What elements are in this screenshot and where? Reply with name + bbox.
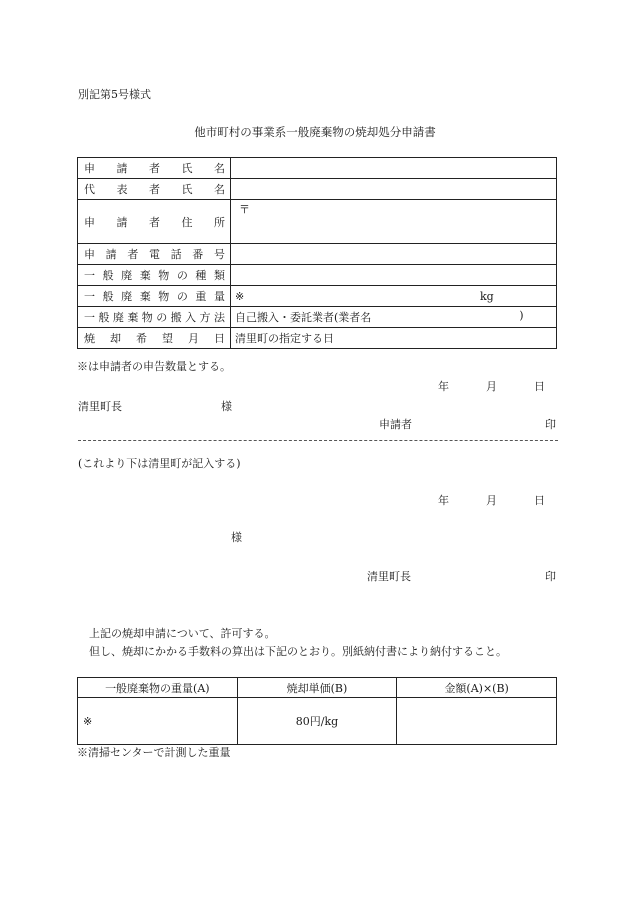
weight-mark: ※	[235, 289, 245, 303]
phone-field[interactable]	[231, 244, 557, 265]
carry-method-close: )	[519, 309, 524, 322]
row-label	[78, 265, 231, 286]
waste-weight-label: 一 般 廃 棄 物 の 重 量	[84, 290, 225, 303]
table-row	[78, 698, 557, 745]
row-label	[78, 307, 231, 328]
table-row	[78, 286, 557, 307]
carry-method-label: 一 般 廃 棄 物 の 搬 入 方 法	[84, 311, 225, 324]
row-label	[78, 328, 231, 349]
row-label	[78, 286, 231, 307]
addressee-line	[78, 398, 232, 414]
fee-table	[77, 677, 557, 745]
table-row	[78, 244, 557, 265]
fee-amount-cell[interactable]	[397, 698, 557, 745]
table-row	[78, 328, 557, 349]
carry-method-text: 自己搬入・委託業者(業者名	[235, 311, 372, 324]
applicant-address-label: 申 請 者 住 所	[84, 215, 225, 229]
fee-header-weight: 一般廃棄物の重量(A)	[78, 678, 238, 698]
carry-method-field[interactable]	[231, 307, 557, 328]
addressee-honorific: 様	[221, 400, 232, 413]
date-month: 月	[486, 494, 497, 507]
declared-quantity-note: ※は申請者の申告数量とする。	[77, 360, 231, 373]
weight-unit: kg	[480, 289, 494, 303]
applicant-address-field[interactable]	[231, 200, 557, 244]
dashed-divider	[78, 440, 558, 441]
permit-date	[438, 492, 545, 508]
town-section-note: (これより下は清里町が記入する)	[78, 457, 241, 470]
fee-header-amount: 金額(A)×(B)	[397, 678, 557, 698]
representative-name-label: 代 表 者 氏 名	[84, 183, 225, 196]
row-label	[78, 179, 231, 200]
date-month: 月	[486, 380, 497, 393]
waste-type-field[interactable]	[231, 265, 557, 286]
table-row	[78, 678, 557, 698]
date-year: 年	[438, 494, 449, 507]
table-row	[78, 265, 557, 286]
permit-statement: 上記の焼却申請について、許可する。	[89, 627, 276, 640]
waste-type-label: 一 般 廃 棄 物 の 種 類	[84, 269, 225, 282]
applicant-name-label: 申 請 者 氏 名	[84, 162, 225, 175]
date-day: 日	[534, 380, 545, 393]
applicant-signature-label: 申請者	[379, 418, 412, 431]
document-title: 他市町村の事業系一般廃棄物の焼却処分申請書	[194, 125, 436, 139]
fee-weight-cell[interactable]: ※	[78, 698, 238, 745]
row-label	[78, 200, 231, 244]
fee-header-unit-price: 焼却単価(B)	[237, 678, 397, 698]
applicant-seal-mark: 印	[545, 418, 556, 431]
table-row	[78, 200, 557, 244]
phone-label: 申 請 者 電 話 番 号	[84, 248, 225, 261]
desired-date-field[interactable]: 清里町の指定する日	[231, 328, 557, 349]
fee-unit-price-cell: 80円/kg	[237, 698, 397, 745]
form-number: 別記第5号様式	[78, 88, 151, 101]
row-label	[78, 158, 231, 179]
waste-weight-field[interactable]	[231, 286, 557, 307]
table-row	[78, 179, 557, 200]
desired-date-label: 焼 却 希 望 月 日	[84, 332, 225, 345]
applicant-name-field[interactable]	[231, 158, 557, 179]
application-date	[438, 378, 545, 394]
measured-weight-note: ※清掃センターで計測した重量	[77, 746, 231, 759]
table-row	[78, 158, 557, 179]
fee-statement: 但し、焼却にかかる手数料の算出は下記のとおり。別紙納付書により納付すること。	[89, 645, 507, 658]
date-year: 年	[438, 380, 449, 393]
issuer-seal-mark: 印	[545, 570, 556, 583]
row-label	[78, 244, 231, 265]
addressee-mayor: 清里町長	[78, 400, 122, 413]
table-row	[78, 307, 557, 328]
representative-name-field[interactable]	[231, 179, 557, 200]
application-table	[77, 157, 557, 349]
issuer-label: 清里町長	[367, 570, 411, 583]
date-day: 日	[534, 494, 545, 507]
postal-mark: 〒	[239, 203, 250, 216]
recipient-honorific: 様	[231, 531, 242, 544]
